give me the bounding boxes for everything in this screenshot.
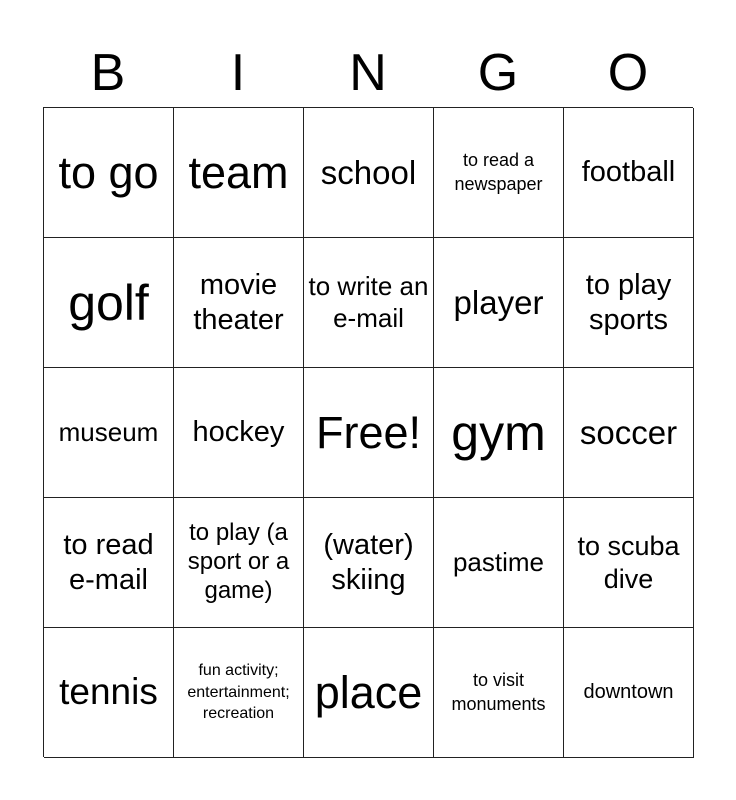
bingo-cell[interactable] — [44, 498, 174, 628]
header-letter-b: B — [90, 44, 126, 102]
bingo-cell[interactable] — [44, 108, 174, 238]
cell-label: soccer — [579, 413, 678, 451]
cell-label: team — [188, 146, 289, 198]
bingo-board — [43, 107, 693, 757]
header-letter-o: O — [607, 44, 649, 102]
bingo-cell[interactable] — [44, 628, 174, 758]
bingo-cell free-space[interactable] — [304, 368, 434, 498]
cell-label: to play (a sport or a game) — [187, 519, 290, 604]
cell-label: museum — [58, 416, 159, 447]
header-letter-g: G — [477, 44, 519, 102]
bingo-header — [43, 40, 693, 106]
cell-label: to read a newspaper — [454, 150, 543, 194]
cell-label: (water) skiing — [323, 529, 414, 596]
cell-label: to read e-mail — [63, 529, 154, 596]
bingo-cell[interactable] — [564, 108, 694, 238]
cell-label: movie theater — [193, 269, 284, 336]
cell-label: downtown — [583, 681, 674, 703]
bingo-cell[interactable] — [304, 628, 434, 758]
cell-label: to write an e-mail — [308, 271, 429, 333]
cell-label: hockey — [192, 416, 285, 449]
cell-label: pastime — [452, 546, 545, 577]
bingo-cell[interactable] — [174, 238, 304, 368]
cell-label: to play sports — [585, 269, 672, 336]
bingo-cell[interactable] — [304, 498, 434, 628]
bingo-cell[interactable] — [44, 238, 174, 368]
bingo-cell[interactable] — [564, 628, 694, 758]
bingo-cell[interactable] — [174, 628, 304, 758]
bingo-cell[interactable] — [564, 238, 694, 368]
cell-label: player — [453, 283, 544, 321]
cell-label: fun activity; entertainment; recreation — [187, 662, 290, 723]
bingo-cell[interactable] — [44, 368, 174, 498]
bingo-cell[interactable] — [174, 368, 304, 498]
bingo-cell[interactable] — [434, 368, 564, 498]
cell-label: to visit monuments — [451, 670, 546, 714]
cell-label: to go — [58, 146, 159, 198]
bingo-cell[interactable] — [304, 108, 434, 238]
bingo-cell[interactable] — [434, 238, 564, 368]
cell-label: tennis — [59, 671, 158, 713]
bingo-cell[interactable] — [564, 368, 694, 498]
bingo-cell[interactable] — [434, 108, 564, 238]
cell-label: gym — [451, 404, 546, 461]
bingo-cell[interactable] — [174, 108, 304, 238]
header-letter-n: N — [349, 44, 387, 102]
bingo-cell[interactable] — [564, 498, 694, 628]
bingo-cell[interactable] — [304, 238, 434, 368]
cell-label: to scuba dive — [577, 531, 680, 594]
header-letter-i: I — [230, 44, 246, 102]
cell-label: place — [314, 666, 423, 718]
bingo-cell[interactable] — [174, 498, 304, 628]
bingo-cell[interactable] — [434, 628, 564, 758]
cell-label: football — [581, 156, 676, 189]
cell-label: golf — [68, 274, 149, 331]
free-space-label: Free! — [315, 406, 422, 458]
bingo-cell[interactable] — [434, 498, 564, 628]
cell-label: school — [320, 153, 417, 191]
